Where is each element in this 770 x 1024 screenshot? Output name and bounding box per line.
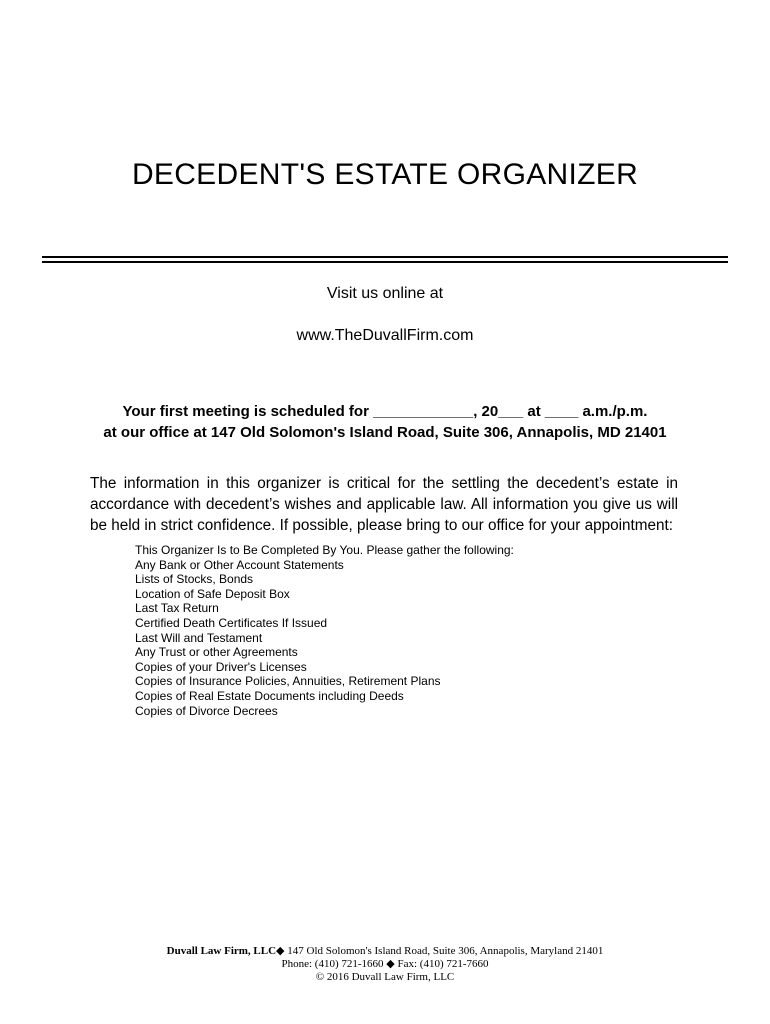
visit-online-text: Visit us online at [326,285,444,302]
checklist-item: Location of Safe Deposit Box [135,586,290,601]
checklist-item: Any Bank or Other Account Statements [135,557,344,572]
checklist-item: Lists of Stocks, Bonds [135,572,254,587]
footer-copyright: © 2016 Duvall Law Firm, LLC [315,971,455,983]
footer-fax: Fax: (410) 721-7660 [397,958,489,970]
website-url: www.TheDuvallFirm.com [296,327,474,344]
footer-line-2 [0,958,770,971]
checklist-item: Copies of Insurance Policies, Annuities, Retirement Plans [135,674,441,689]
footer [0,945,770,984]
title-divider-bottom [42,261,728,263]
checklist-item: Copies of your Driver's Licenses [135,659,307,674]
footer-line-1 [0,945,770,958]
firm-name: Duvall Law Firm, LLC [166,945,277,957]
checklist-item: Certified Death Certificates If Issued [135,615,328,630]
office-address-line: at our office at 147 Old Solomon's Island Road, Suite 306, Annapolis, MD 21401 [103,424,667,441]
checklist-item: Copies of Divorce Decrees [135,703,278,718]
checklist-item: Last Tax Return [135,601,219,616]
intro-paragraph: The information in this organizer is critical for the settling the decedent’s estate in accordance with decedent’s wishes and applicable law. All information you give us will be held in strict confidence. If possible, please bring to our office for your appointment: [90,475,678,534]
checklist [135,543,655,718]
checklist-item: This Organizer Is to Be Completed By You. Please gather the following: [135,543,514,557]
checklist-item: Last Will and Testament [135,630,263,645]
checklist-item: Copies of Real Estate Documents including Deeds [135,688,404,703]
meeting-schedule-line: Your first meeting is scheduled for ____________, 20___ at ____ a.m./p.m. [122,403,648,420]
document-title: DECEDENT'S ESTATE ORGANIZER [131,158,639,191]
footer-phone: Phone: (410) 721-1660 [281,958,384,970]
diamond-icon: ◆ [386,958,395,970]
checklist-item: Any Trust or other Agreements [135,645,298,660]
diamond-icon: ◆ [276,945,285,957]
title-divider-top [42,256,728,258]
footer-address: 147 Old Solomon's Island Road, Suite 306, Annapolis, Maryland 21401 [287,945,604,957]
